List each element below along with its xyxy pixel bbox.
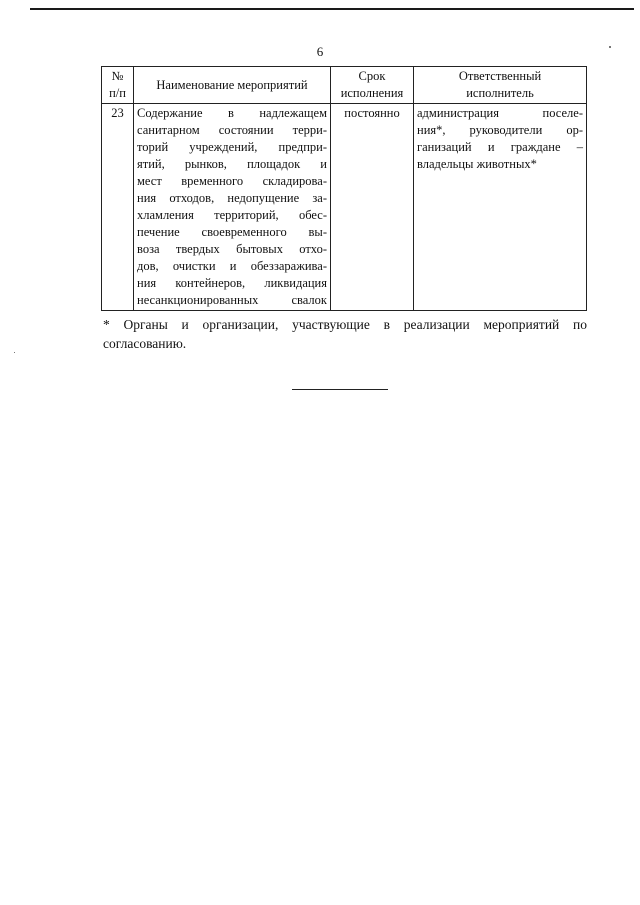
table-header-row (102, 67, 587, 104)
row-responsible-line: ганизаций и граждане – (417, 140, 583, 154)
row-name-line: печение своевременного вы- (137, 225, 327, 239)
row-name-line: торий учреждений, предпри- (137, 140, 327, 154)
header-responsible-line: Ответственный (458, 69, 542, 83)
header-number-line: № (111, 69, 124, 83)
top-rule (30, 8, 634, 10)
table-row (102, 104, 587, 311)
scan-speck (609, 46, 611, 48)
header-term-line: исполнения (340, 86, 404, 100)
footnote: * Органы и организации, участвующие в реализации мероприятий по согласованию. (103, 317, 587, 351)
row-responsible-line: ния*, руководители ор- (417, 123, 583, 137)
row-name-line: ния контейнеров, ликвидация (137, 276, 327, 290)
header-number (102, 67, 134, 104)
header-term (331, 67, 414, 104)
row-name-line: мест временного складирова- (137, 174, 327, 188)
row-responsible-line: администрация поселе- (417, 106, 583, 120)
row-name-line: ния отходов, недопущение за- (137, 191, 327, 205)
row-name-line: санитарном состоянии терри- (137, 123, 327, 137)
page-number: 6 (316, 44, 324, 59)
header-responsible-line: исполнитель (466, 86, 534, 100)
row-name-line: несанкционированных свалок (137, 293, 327, 307)
row-name (134, 104, 331, 311)
scan-speck (14, 352, 15, 353)
header-number-line: п/п (109, 86, 126, 100)
row-name-line: воза твердых бытовых отхо- (137, 242, 327, 256)
row-term: постоянно (331, 104, 414, 311)
row-name-line: ятий, рынков, площадок и (137, 157, 327, 171)
measures-table (101, 66, 587, 311)
row-responsible-line: владельцы животных* (417, 157, 537, 171)
row-name-line: Содержание в надлежащем (137, 106, 327, 120)
row-number: 23 (102, 104, 134, 311)
row-responsible (414, 104, 587, 311)
header-term-line: Срок (358, 69, 386, 83)
row-name-line: дов, очистки и обеззаражива- (137, 259, 327, 273)
header-name: Наименование мероприятий (134, 67, 331, 104)
closing-rule (292, 389, 388, 390)
header-responsible (414, 67, 587, 104)
row-name-line: хламления территорий, обес- (137, 208, 327, 222)
